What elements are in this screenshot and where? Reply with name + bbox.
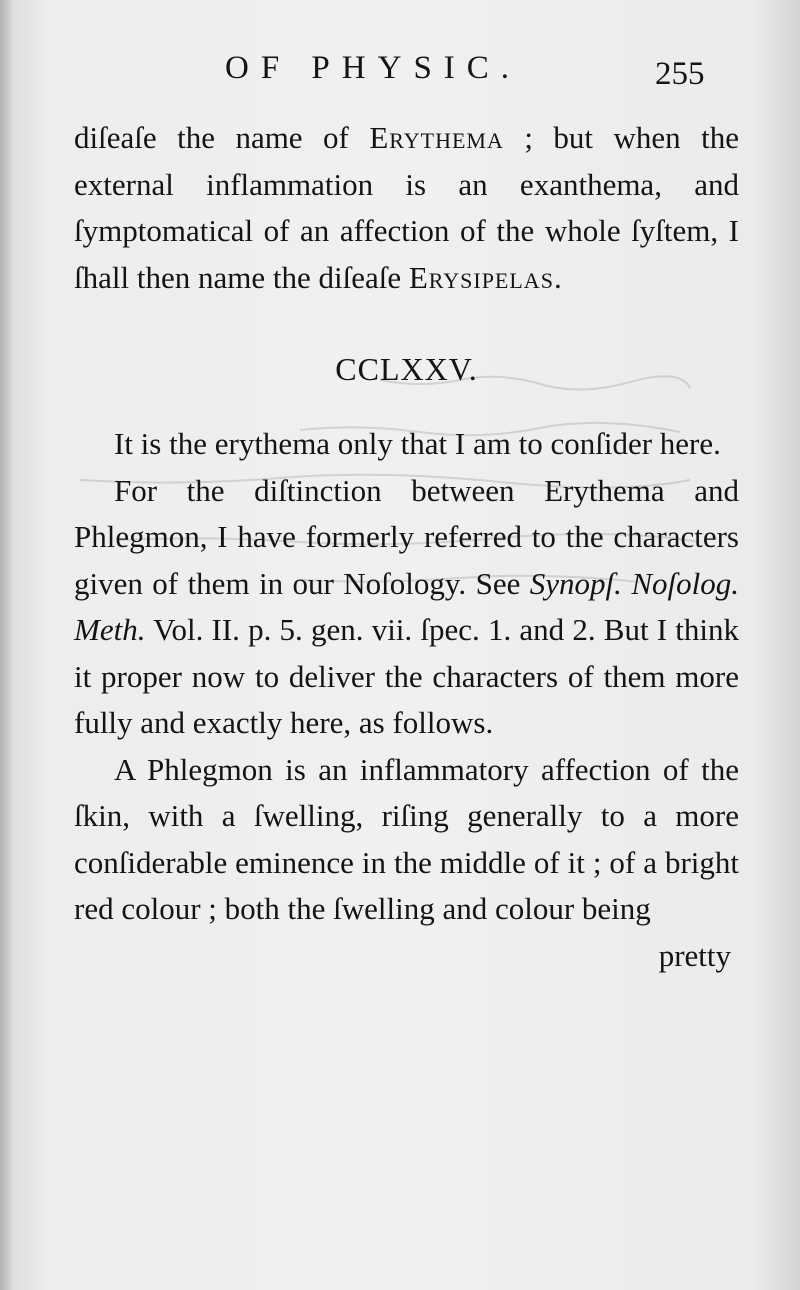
citation-italic: Synopſ. Noſolog. Meth. xyxy=(74,565,739,647)
paragraph-text: Vol. II. p. 5. gen. vii. ſpec. 1. and 2. But I think it proper now to deliver the characters of them more fully and exactly here, as follows. xyxy=(74,612,739,740)
paragraph xyxy=(74,468,739,747)
term-erythema: Erythema xyxy=(369,120,504,155)
paragraph-text: ; but when the external inflammation is an exanthema, and ſymptomatical of an affection of the whole ſyſtem, I ſhall then name the diſeaſe xyxy=(74,120,739,295)
term-erysipelas: Erysipelas xyxy=(408,259,554,295)
catchword: pretty xyxy=(658,937,731,973)
paragraph: A Phlegmon is an inflammatory affection of the ſkin, with a ſwelling, riſing generally to a more conſiderable eminence in the middle of it ; of a bright red colour ; both the ſwelling and colour being xyxy=(74,751,739,926)
body-text xyxy=(74,115,739,979)
paragraph-text: For the diſtinction between Erythema and Phlegmon, I have formerly referred to the characters given of them in our Noſology. See xyxy=(74,472,739,601)
page-header xyxy=(0,48,800,98)
paragraph-text: . xyxy=(553,259,562,295)
page-number: 255 xyxy=(655,56,705,92)
paragraph: It is the erythema only that I am to conſider here. xyxy=(114,426,721,461)
page-edge-shadow xyxy=(0,0,14,1290)
section-heading: CCLXXV. xyxy=(335,351,478,387)
paragraph-text: diſeaſe the name of xyxy=(74,120,370,155)
running-head: OF PHYSIC. xyxy=(225,50,522,86)
paragraph-continued xyxy=(74,115,739,301)
